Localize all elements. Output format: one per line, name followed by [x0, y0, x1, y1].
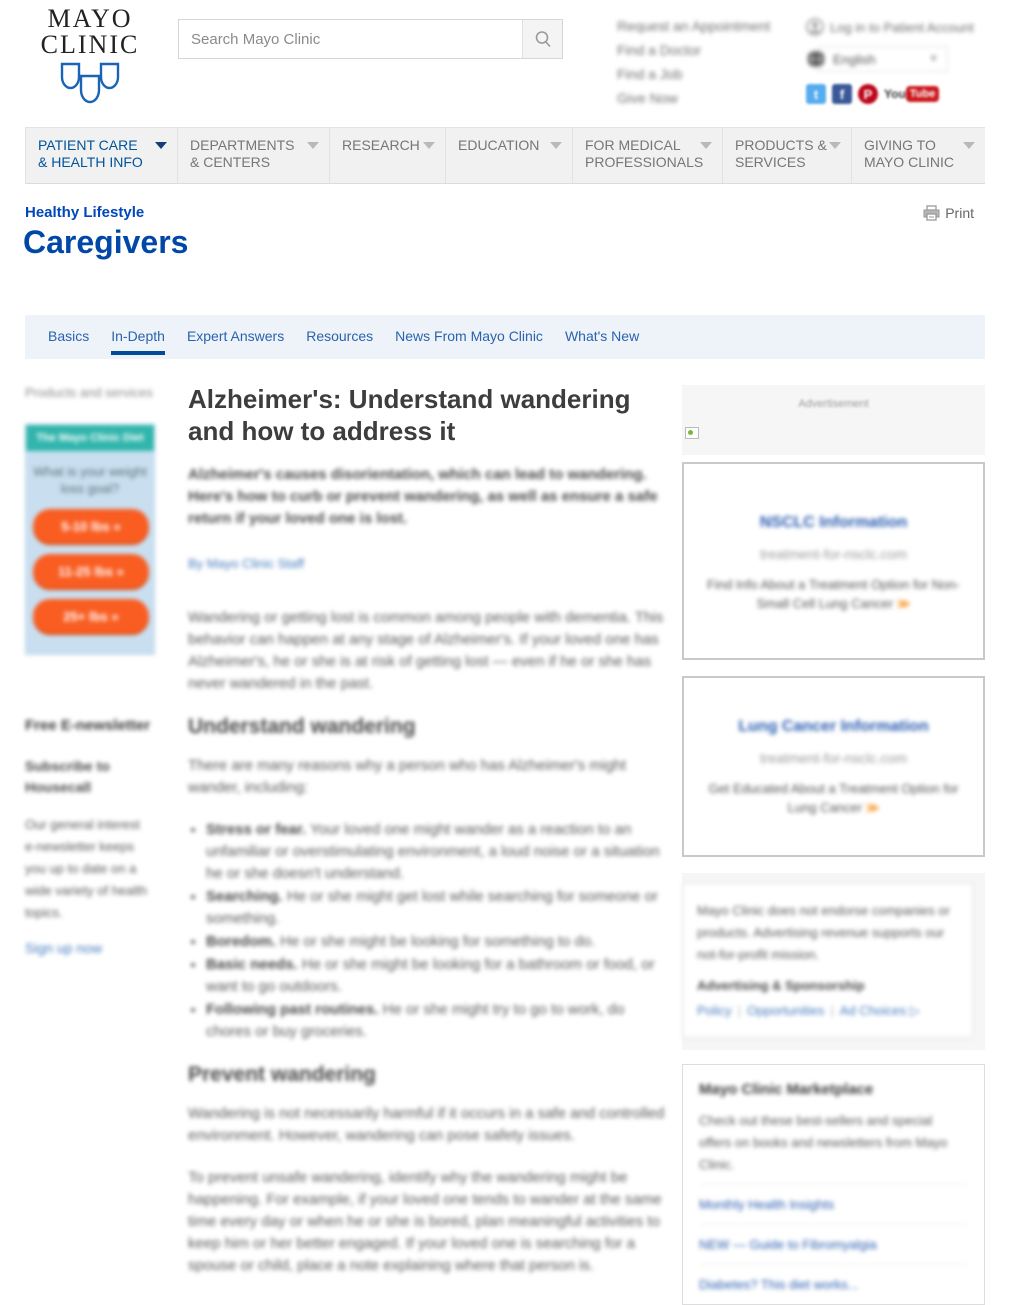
- language-value: English: [833, 51, 876, 67]
- ad-url: treatment-for-nsclc.com: [759, 546, 908, 562]
- ad-url: treatment-for-nsclc.com: [759, 750, 908, 766]
- article-paragraph: Wandering is not necessarily harmful if it occurs in a safe and controlled environment. However, wandering can pose safety issues.: [188, 1105, 665, 1144]
- diet-ad-question: What is your weight loss goal?: [33, 464, 147, 496]
- social-icons: [806, 84, 991, 104]
- marketplace-description: Check out these best-sellers and special offers on books and newsletters from Mayo Clinic.: [699, 1113, 948, 1172]
- magnifier-icon: [534, 30, 552, 48]
- nav-giving[interactable]: GIVING TO MAYO CLINIC: [852, 128, 985, 183]
- marketplace-link[interactable]: Diabetes? This diet works...: [699, 1264, 968, 1304]
- chevron-down-icon: [829, 142, 841, 149]
- person-icon: [806, 18, 824, 36]
- policy-link[interactable]: Policy: [697, 1003, 732, 1018]
- article-paragraph: Wandering or getting lost is common among people with dementia. This behavior can happen at any stage of Alzheimer's. If your loved one has Alzheimer's, he or she is at risk of getting lost — even if he or she has never wandered in the past.: [188, 609, 664, 692]
- newsletter-subtitle: Subscribe to Housecall: [25, 758, 110, 795]
- advertising-sponsorship-heading: Advertising & Sponsorship: [697, 978, 865, 993]
- weight-goal-button-1[interactable]: 5-10 lbs »: [33, 509, 149, 543]
- section-tabs: [25, 315, 985, 359]
- nav-medical-professionals[interactable]: FOR MEDICAL PROFESSIONALS: [573, 128, 723, 183]
- prevent-wandering-heading: Prevent wandering: [188, 1063, 376, 1086]
- logo-wordmark: MAYO CLINIC: [40, 4, 140, 59]
- search-bar: [178, 19, 563, 59]
- ad-title-link[interactable]: Lung Cancer Information: [738, 718, 929, 735]
- disclaimer-links: Policy | Opportunities | Ad Choices ▷: [697, 1003, 920, 1018]
- nav-departments[interactable]: DEPARTMENTS & CENTERS: [178, 128, 330, 183]
- ad-text: Find Info About a Treatment Option for Non-Small Cell Lung Cancer ≫: [707, 577, 960, 611]
- ad-card-nsclc[interactable]: [682, 462, 985, 660]
- nav-education[interactable]: EDUCATION: [446, 128, 573, 183]
- account-area: [806, 18, 991, 104]
- list-item: • Basic needs. He or she might be looking for a bathroom or food, or want to go outdoors.: [206, 954, 670, 998]
- orange-arrow-icon: ≫: [865, 800, 880, 815]
- ad-choices-link[interactable]: Ad Choices: [839, 1003, 907, 1018]
- nav-products-services[interactable]: PRODUCTS & SERVICES: [723, 128, 852, 183]
- breadcrumb[interactable]: Healthy Lifestyle: [25, 204, 145, 221]
- pinterest-icon[interactable]: P: [858, 84, 878, 104]
- chevron-down-icon: [423, 142, 435, 149]
- diet-ad-body: [26, 451, 154, 654]
- newsletter-title: Free E-newsletter: [25, 717, 151, 734]
- triple-shield-icon: [59, 60, 121, 116]
- tab-basics[interactable]: Basics: [48, 328, 90, 344]
- article-paragraph: To prevent unsafe wandering, identify why the wandering might be happening. For example, if your loved one tends to wander at the same time every day or when he or she is bored, plan meaningful activities to keep him or her better engaged. If your loved one is searching for a spouse or child, place a note explaining where that person is.: [188, 1169, 662, 1274]
- find-job-link[interactable]: Find a Job: [617, 66, 683, 82]
- tab-resources[interactable]: Resources: [306, 328, 374, 344]
- mayo-diet-ad: [25, 424, 155, 655]
- ad-disclaimer-box: [682, 883, 973, 1038]
- orange-arrow-icon: ≫: [896, 596, 911, 611]
- wandering-reasons-list: [206, 819, 670, 1043]
- chevron-down-icon: [550, 142, 562, 149]
- mayo-clinic-logo[interactable]: [35, 6, 145, 116]
- chevron-down-icon: [155, 142, 167, 149]
- understand-wandering-heading: Understand wandering: [188, 715, 416, 738]
- chevron-down-icon: [700, 142, 712, 149]
- list-item: • Following past routines. He or she might try to go to work, do chores or buy groceries.: [206, 999, 670, 1043]
- print-button[interactable]: [923, 205, 974, 221]
- right-sidebar: [682, 385, 985, 1305]
- weight-goal-button-2[interactable]: 11-25 lbs »: [33, 554, 149, 588]
- language-select[interactable]: [818, 46, 948, 72]
- ad-title-link[interactable]: NSCLC Information: [759, 514, 908, 531]
- signup-link[interactable]: Sign up now: [25, 940, 103, 956]
- request-appointment-link[interactable]: Request an Appointment: [617, 18, 771, 34]
- chevron-down-icon: [307, 142, 319, 149]
- search-input[interactable]: [179, 20, 522, 58]
- tab-in-depth[interactable]: In-Depth: [100, 315, 176, 359]
- print-label: Print: [945, 205, 974, 221]
- patient-login-link[interactable]: [806, 18, 991, 36]
- weight-goal-button-3[interactable]: 25+ lbs »: [33, 599, 149, 633]
- globe-icon: [806, 49, 826, 69]
- facebook-icon[interactable]: f: [832, 84, 852, 104]
- ad-disclaimer-band: [682, 873, 985, 1050]
- marketplace-link[interactable]: NEW — Guide to Fibromyalgia: [699, 1224, 968, 1264]
- list-item: • Stress or fear. Your loved one might wander as a reaction to an unfamiliar or overstimulating environment, a loud noise or a situation he or she doesn't understand.: [206, 819, 670, 885]
- marketplace-title: Mayo Clinic Marketplace: [699, 1081, 874, 1098]
- tab-expert-answers[interactable]: Expert Answers: [186, 328, 285, 344]
- nav-patient-care[interactable]: PATIENT CARE & HEALTH INFO: [25, 128, 178, 183]
- list-item: • Boredom. He or she might be looking for something to do.: [206, 931, 670, 953]
- newsletter-description: Our general interest e-newsletter keeps you up to date on a wide variety of health topics.: [25, 817, 148, 920]
- header-quick-links: [617, 18, 770, 114]
- opportunities-link[interactable]: Opportunities: [747, 1003, 825, 1018]
- article-content: [188, 383, 670, 1297]
- article-title: Alzheimer's: Understand wandering and how to address it: [188, 384, 631, 446]
- main-navigation: [25, 127, 985, 184]
- printer-icon: [923, 205, 940, 221]
- marketplace-link[interactable]: Monthly Health Insights: [699, 1184, 968, 1224]
- chevron-down-icon: ▼: [928, 53, 939, 65]
- disclaimer-text: Mayo Clinic does not endorse companies or products. Advertising revenue supports our not-for-profit mission.: [697, 903, 950, 962]
- page-title: Caregivers: [23, 224, 189, 260]
- tab-whats-new[interactable]: What's New: [564, 328, 640, 344]
- chevron-down-icon: [963, 142, 975, 149]
- login-label: Log in to Patient Account: [830, 19, 974, 35]
- nav-research[interactable]: RESEARCH: [330, 128, 446, 183]
- twitter-icon[interactable]: t: [806, 84, 826, 104]
- article-paragraph: There are many reasons why a person who has Alzheimer's might wander, including:: [188, 757, 627, 796]
- broken-image-icon: [685, 427, 699, 439]
- advertisement-label: Advertisement: [798, 398, 869, 410]
- language-selector-row: [806, 46, 991, 72]
- advertisement-panel: [682, 385, 985, 455]
- ad-text: Get Educated About a Treatment Option for Lung Cancer ≫: [708, 781, 959, 815]
- tab-news[interactable]: News From Mayo Clinic: [395, 328, 543, 344]
- ad-card-lung-cancer[interactable]: [682, 676, 985, 857]
- youtube-icon[interactable]: You Tube: [884, 86, 939, 102]
- diet-ad-header: The Mayo Clinic Diet: [26, 425, 154, 451]
- article-byline[interactable]: By Mayo Clinic Staff: [188, 556, 305, 571]
- newsletter-block: [25, 717, 155, 956]
- give-now-link[interactable]: Give Now: [617, 90, 678, 106]
- site-header: [0, 0, 1014, 127]
- article-intro: Alzheimer's causes disorientation, which can lead to wandering. Here's how to curb or prevent wandering, as well as ensure a safe return if your loved one is lost.: [188, 466, 658, 527]
- list-item: • Searching. He or she might get lost while searching for someone or something.: [206, 886, 670, 930]
- left-sidebar: [25, 385, 155, 956]
- ad-choices-icon: ▷: [909, 1003, 920, 1018]
- marketplace-box: [682, 1064, 985, 1305]
- products-services-label: Products and services: [25, 385, 153, 400]
- search-button[interactable]: [522, 20, 562, 58]
- find-doctor-link[interactable]: Find a Doctor: [617, 42, 702, 58]
